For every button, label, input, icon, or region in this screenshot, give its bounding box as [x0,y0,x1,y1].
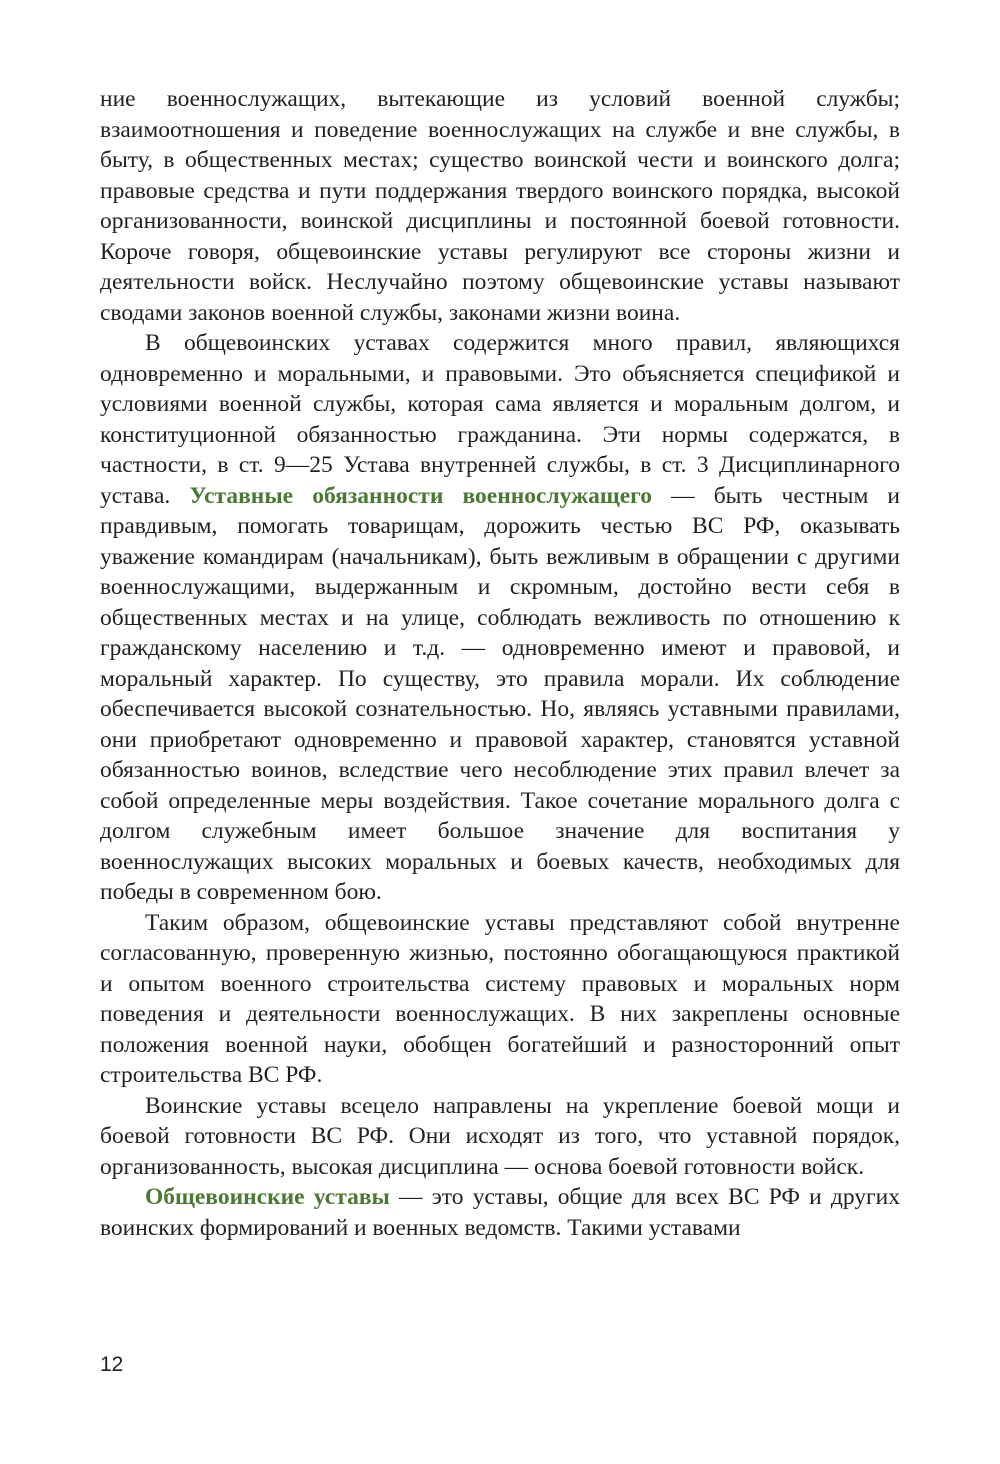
paragraph-2-text-after: — быть честным и правдивым, помогать товарищам, дорожить честью ВС РФ, оказывать уважение командирам (начальникам), быть вежливым в обращении с другими военнослужащими, выдержанным и скромным, достойно вести себя в общественных местах и на улице, соблюдать вежливость по отношению к гражданскому населению и т.д. — одновременно имеют и правовой, и моральный характер. По существу, это правила морали. Их соблюдение обеспечивается высокой сознательностью. Но, являясь уставными правилами, они приобретают одновременно и правовой характер, становятся уставной обязанностью воинов, вследствие чего несоблюдение этих правил влечет за собой определенные меры воздействия. Такое сочетание морального долга с долгом служебным имеет большое значение для воспитания у военнослужащих высоких моральных и боевых качеств, необходимых для победы в современном бою. [100,482,900,905]
paragraph-1: ние военнослужащих, вытекающие из условий военной службы; взаимоотношения и поведение военнослужащих на службе и вне службы, в быту, в общественных местах; существо воинской чести и воинского долга; правовые средства и пути поддержания твердого воинского порядка, высокой организованности, воинской дисциплины и постоянной боевой готовности. Короче говоря, общевоинские уставы регулируют все стороны жизни и деятельности войск. Неслучайно поэтому общевоинские уставы называют сводами законов военной службы, законами жизни воина. [100,86,900,326]
paragraph-2-text-before: В общевоинских уставах содержится много правил, являющихся одновременно и моральными, и правовыми. Это объясняется спецификой и условиями военной службы, которая сама является и моральным долгом, и конституционной обязанностью гражданина. Эти нормы содержатся, в частности, в ст. 9—25 Устава внутренней службы, в ст. 3 Дисциплинарного устава. [100,330,900,509]
term-obshchevoinskie-ustavy: Общевоинские уставы [145,1184,390,1210]
page-body [100,84,900,1243]
page-number: 12 [100,1353,124,1376]
paragraph-5 [100,1182,900,1243]
paragraph-2 [100,328,900,908]
paragraph-3: Таким образом, общевоинские уставы представляют собой внутренне согласованную, проверенную жизнью, постоянно обогащающуюся практикой и опытом военного строительства систему правовых и моральных норм поведения и деятельности военнослужащих. В них закреплены основные положения военной науки, обобщен богатейший и разносторонний опыт строительства ВС РФ. [100,909,900,1088]
paragraph-4: Воинские уставы всецело направлены на укрепление боевой мощи и боевой готовности ВС РФ. Они исходят из того, что уставной порядок, организованность, высокая дисциплина — основа боевой готовности войск. [100,1092,900,1180]
paragraph-5-text-after: — это уставы, общие для всех ВС РФ и других воинских формирований и военных ведомств. Такими уставами [100,1184,900,1241]
term-ustavnye-obyazannosti: Уставные обязанности военнослужащего [189,482,652,509]
